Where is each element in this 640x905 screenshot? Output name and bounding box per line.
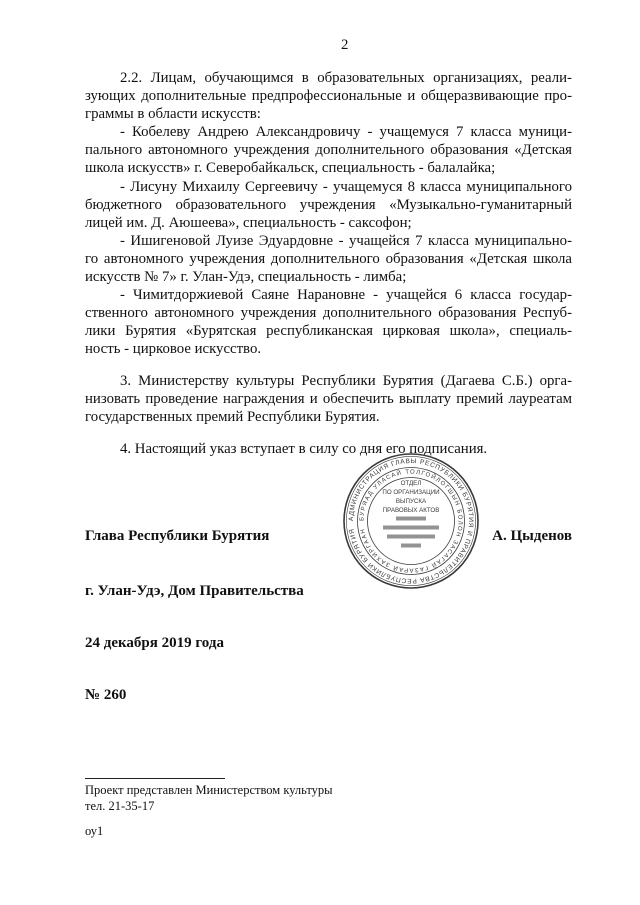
footnote-author: Проект представлен Министерством культуры (85, 783, 333, 797)
paragraph-intro (85, 69, 572, 123)
line-text: лицей им. Д. Аюшеева», специальность - саксофон; (85, 214, 412, 231)
paragraph-line (85, 286, 572, 304)
signing-date: 24 декабря 2019 года (85, 635, 224, 651)
seal-center-line: ПО ОРГАНИЗАЦИИ (382, 489, 440, 496)
line-text: бюджетного образовательного учреждения «Музыкально-гуманитарный (85, 196, 572, 213)
paragraph-line (85, 232, 572, 250)
recipient-item (85, 178, 572, 232)
official-seal (341, 451, 481, 591)
paragraph-line (85, 159, 572, 177)
page-number: 2 (341, 37, 349, 53)
footnote-phone: тел. 21-35-17 (85, 799, 155, 813)
paragraph-3 (85, 372, 572, 426)
seal-illegible-line (383, 526, 439, 530)
paragraph-line (85, 105, 572, 123)
paragraph-line (85, 214, 572, 232)
line-text: школа искусств» г. Северобайкальск, специальность - балалайка; (85, 160, 496, 177)
paragraph-line (85, 250, 572, 268)
line-text: - Лисуну Михаилу Сергеевичу - учащемуся 8 класса муниципального (120, 178, 572, 195)
seal-outer-ring-text: АДМИНИСТРАЦИЯ ГЛАВЫ РЕСПУБЛИКИ БУРЯТИЯ И ПРАВИТЕЛЬСТВА РЕСПУБЛИКИ БУРЯТИЯ (347, 457, 475, 585)
seal-outer-border-inner (346, 456, 475, 585)
paragraph-4 (85, 440, 572, 458)
paragraph-line (85, 304, 572, 322)
paragraph-line (85, 141, 572, 159)
line-text: граммы в области искусств: (85, 106, 261, 123)
paragraph-line (85, 322, 572, 340)
recipient-item (85, 232, 572, 286)
signatory-position: Глава Республики Бурятия (85, 528, 270, 544)
line-text: государственных премий Республики Бурятия. (85, 409, 380, 426)
recipient-item (85, 123, 572, 177)
signing-place: г. Улан-Удэ, Дом Правительства (85, 583, 304, 599)
line-text: зующих дополнительные предпрофессиональные и общеразвивающие про- (85, 88, 572, 105)
recipient-item (85, 286, 572, 358)
paragraph-line (85, 408, 572, 426)
line-text: ность - цирковое искусство. (85, 341, 262, 358)
footnote-code: оу1 (85, 824, 104, 838)
seal-center-line: ВЫПУСКА (395, 498, 427, 505)
line-text: 4. Настоящий указ вступает в силу со дня его подписания. (120, 441, 488, 457)
footnote-separator (85, 778, 225, 779)
paragraph-line (85, 178, 572, 196)
seal-illegible-line (396, 517, 426, 521)
seal-illegible-line (387, 535, 435, 539)
line-text: - Чимитдоржиевой Саяне Нарановне - учащейся 6 класса государ- (120, 287, 572, 304)
paragraph-line (85, 372, 572, 390)
paragraph-line (85, 123, 572, 141)
paragraph-line (85, 440, 572, 458)
line-text: низовать проведение награждения и обеспечить выплату премий лауреатам (85, 391, 572, 408)
line-text: - Кобелеву Андрею Александровичу - учащемуся 7 класса муници- (120, 124, 572, 141)
line-text: ственного автономного учреждения дополнительного образования Респуб- (85, 305, 572, 322)
line-text: 2.2. Лицам, обучающимся в образовательных организациях, реали- (120, 70, 572, 86)
line-text: пального автономного учреждения дополнительного образования «Детская (85, 142, 572, 159)
paragraph-line (85, 340, 572, 358)
paragraph-line (85, 268, 572, 286)
line-text: го автономного учреждения дополнительного образования «Детская школа (85, 250, 572, 267)
decree-number: № 260 (85, 687, 127, 703)
seal-illegible-line (401, 544, 421, 548)
seal-center-line: ПРАВОВЫХ АКТОВ (382, 507, 440, 514)
paragraph-line (85, 69, 572, 87)
line-text: лики Бурятия «Бурятская республиканская цирковая школа», специаль- (85, 323, 572, 340)
paragraph-line (85, 390, 572, 408)
seal-inner-ring-text: БУРЯАД УЛАСАЙ ТОЛГОЙЛОГШЫН БОЛОН ЗАСАГАЙ ГАЗАРАЙ ЗАХИРГААН (359, 469, 463, 573)
seal-center-line: ОТДЕЛ (400, 480, 422, 487)
seal-outer-ring (348, 458, 474, 584)
paragraph-line (85, 196, 572, 214)
signatory-name: А. Цыденов (492, 528, 572, 544)
line-text: 3. Министерству культуры Республики Бурятия (Дагаева С.Б.) орга- (120, 373, 572, 389)
line-text: - Ишигеновой Луизе Эдуардовне - учащейся 7 класса муниципально- (120, 232, 572, 249)
paragraph-line (85, 87, 572, 105)
line-text: искусств № 7» г. Улан-Удэ, специальность - лимба; (85, 269, 407, 286)
paragraph-2-2 (85, 69, 572, 359)
